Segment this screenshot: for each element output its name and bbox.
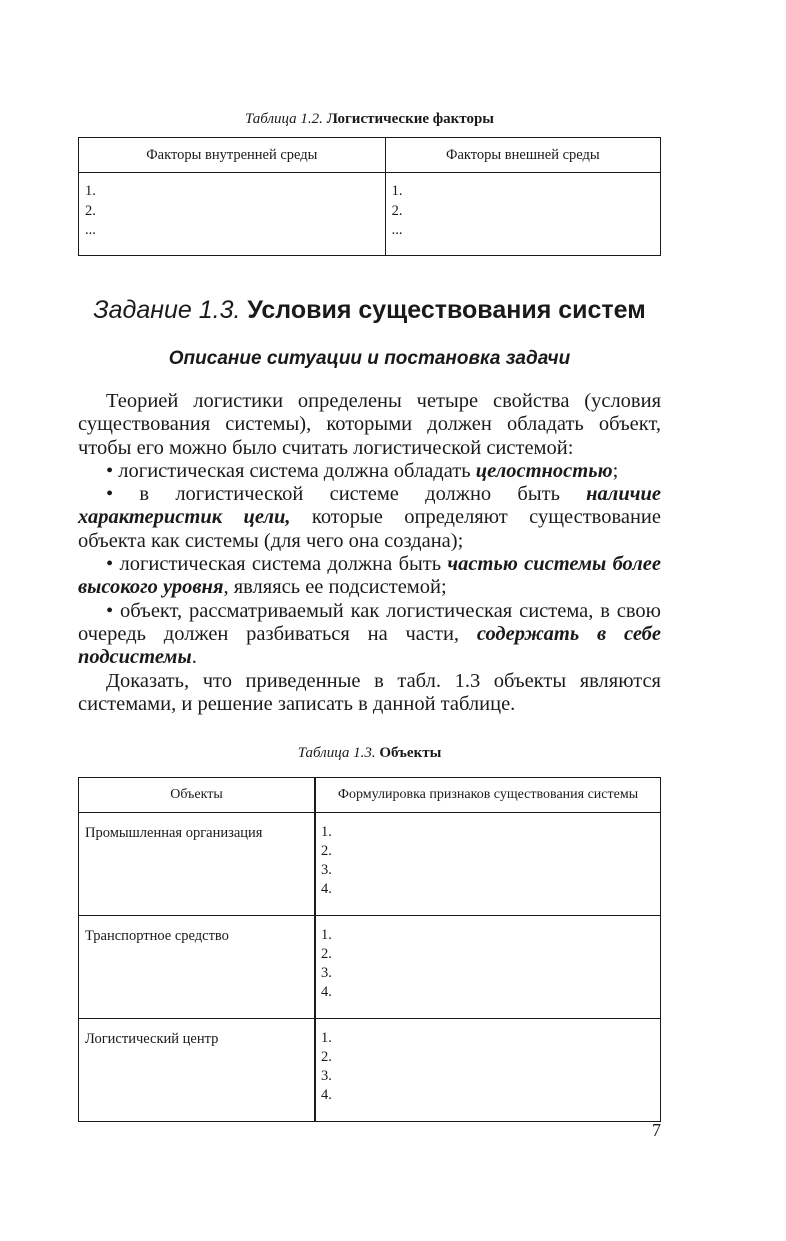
table-caption-title: Логистические факторы [326, 111, 495, 127]
column-header-internal: Факторы внутренней среды [79, 138, 386, 173]
list-item: 1. [391, 183, 403, 199]
list-item: 3. [321, 862, 332, 878]
list-item: 2. [321, 843, 332, 859]
bullet-item [78, 483, 661, 553]
body-text [78, 390, 661, 716]
table-caption-label: Таблица 1.2. [244, 111, 323, 127]
bullet-item [78, 600, 661, 670]
table-row [79, 916, 661, 1019]
text-run: • логистическая система должна обладать [106, 459, 476, 482]
text-run: ; [612, 459, 619, 482]
object-cell: Логистический центр [79, 1019, 316, 1122]
features-cell [315, 1019, 661, 1122]
external-factors-cell [385, 173, 660, 256]
text-run: • в логистической системе должно быть [106, 483, 587, 506]
bullet-item [78, 460, 661, 483]
text-run: • объект, рассматриваемый как логистическая система, в свою очередь должен разбиваться на части, [78, 599, 661, 645]
list-item: 1. [85, 183, 96, 199]
list-item: 2. [321, 1049, 332, 1065]
column-header-features: Формулировка признаков существования системы [315, 778, 661, 813]
list-item: 4. [321, 984, 332, 1000]
task-heading [78, 294, 661, 326]
text-run: • логистическая система должна быть [106, 553, 448, 576]
table-caption-label: Таблица 1.3. [297, 745, 376, 761]
features-cell [315, 916, 661, 1019]
section-subtitle: Описание ситуации и постановка задачи [168, 348, 571, 369]
objects-table [78, 777, 661, 1122]
emphasis: частью системы более высокого уровня [78, 553, 662, 599]
table-caption-title: Объекты [379, 745, 442, 761]
page-number: 7 [652, 1120, 661, 1140]
object-cell: Транспортное средство [79, 916, 316, 1019]
list-item: 1. [321, 1030, 332, 1046]
text-run: , являясь ее подсистемой; [223, 576, 447, 599]
list-item: ... [391, 222, 403, 238]
paragraph: Теорией логистики определены четыре свойства (условия существования системы), которыми должен обладать объект, чтобы его можно было считать логистической системой: [78, 390, 661, 459]
table-row [79, 1019, 661, 1122]
list-item: 1. [321, 824, 332, 840]
features-cell [315, 813, 661, 916]
table-row [79, 813, 661, 916]
list-item: 3. [321, 1068, 332, 1084]
list-item: 1. [321, 927, 332, 943]
table-1-2-caption [78, 110, 661, 128]
paragraph: Доказать, что приведенные в табл. 1.3 объекты являются системами, и решение записать в данной таблице. [78, 669, 661, 715]
logistics-factors-table [78, 137, 661, 256]
list-item: 4. [321, 1087, 332, 1103]
bullet-item [78, 553, 661, 600]
task-title: Условия существования систем [247, 296, 646, 324]
list-item: 4. [321, 881, 332, 897]
text-run: которые определяют существование объекта как системы (для чего она создана); [78, 506, 661, 552]
list-item: 2. [391, 202, 403, 219]
task-number: Задание 1.3. [93, 296, 241, 324]
column-header-objects: Объекты [79, 778, 316, 813]
emphasis: наличие характеристик цели, [78, 483, 661, 529]
emphasis: содержать в себе подсистемы [78, 622, 661, 669]
list-item: 2. [85, 202, 96, 219]
table-1-3-caption [78, 744, 661, 762]
column-header-external: Факторы внешней среды [385, 138, 660, 173]
text-run: . [191, 646, 197, 669]
list-item: 3. [321, 965, 332, 981]
object-cell: Промышленная организация [79, 813, 316, 916]
list-item: 2. [321, 946, 332, 962]
emphasis: целостностью [475, 459, 613, 482]
list-item: ... [85, 222, 96, 238]
internal-factors-cell [79, 173, 386, 256]
